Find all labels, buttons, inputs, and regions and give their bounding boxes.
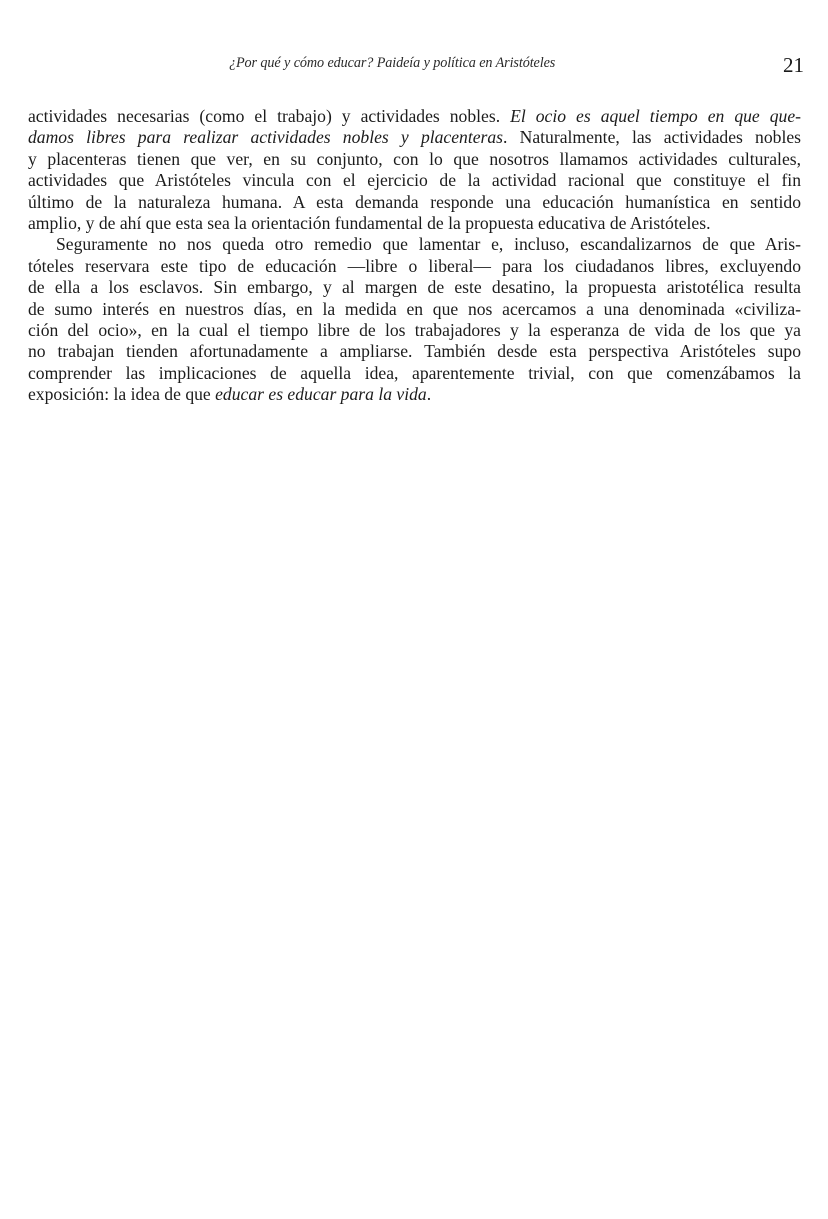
text-run: no trabajan tienden afortunadamente a ampliarse. También desde esta perspectiva Aristóteles supo: [28, 341, 801, 362]
text-run: actividades necesarias (como el trabajo) y actividades nobles.: [28, 106, 511, 126]
text-line: [28, 299, 801, 320]
page-number: 21: [783, 53, 804, 77]
text-line: [28, 192, 801, 213]
text-run: tóteles reservara este tipo de educación —libre o liberal— para los ciudadanos libres, excluyendo: [28, 255, 801, 276]
text-line: [28, 341, 801, 362]
italic-text-run: damos libres para realizar actividades nobles y placenteras: [28, 127, 504, 148]
running-head: [0, 53, 828, 77]
text-run: Seguramente no nos queda otro remedio que lamentar e, incluso, escandalizarnos de que Aris-: [56, 234, 801, 255]
text-run: ción del ocio», en la cual el tiempo libre de los trabajadores y la esperanza de vida de los que ya: [28, 319, 801, 340]
text-run: comprender las implicaciones de aquella idea, aparentemente trivial, con que comenzábamos la: [28, 362, 801, 383]
text-line: [28, 320, 801, 341]
body-text: [28, 106, 801, 405]
paragraph-2: [28, 234, 801, 405]
text-line: [28, 363, 801, 384]
italic-text-run: educar es educar para la vida: [215, 384, 427, 405]
text-line: [28, 127, 801, 148]
text-line: [28, 384, 801, 405]
text-run: actividades que Aristóteles vincula con el ejercicio de la actividad racional que constituye el fin: [28, 170, 801, 191]
text-line: [28, 277, 801, 298]
text-run: último de la naturaleza humana. A esta demanda responde una educación humanística en sentido: [28, 191, 801, 212]
text-line: [28, 256, 801, 277]
text-run: .: [426, 384, 432, 405]
text-run: de ella a los esclavos. Sin embargo, y al margen de este desatino, la propuesta aristotélica resulta: [28, 277, 801, 298]
text-line: [28, 234, 801, 255]
text-line: [28, 170, 801, 191]
text-run: exposición: la idea de que: [28, 384, 216, 405]
text-run: . Naturalmente, las actividades nobles: [503, 127, 801, 148]
italic-text-run: El ocio es aquel tiempo en que que-: [510, 106, 801, 126]
text-run: y placenteras tienen que ver, en su conjunto, con lo que nosotros llamamos actividades culturales,: [28, 148, 801, 169]
running-head-title: ¿Por qué y cómo educar? Paideía y política en Aristóteles: [229, 55, 556, 71]
paragraph-1: [28, 106, 801, 234]
text-line: [28, 213, 801, 234]
text-line: [28, 149, 801, 170]
text-line: [28, 106, 801, 127]
text-run: amplio, y de ahí que esta sea la orientación fundamental de la propuesta educativa de Aristóteles.: [28, 212, 711, 233]
text-run: de sumo interés en nuestros días, en la medida en que nos acercamos a una denominada «civiliza-: [28, 298, 801, 319]
